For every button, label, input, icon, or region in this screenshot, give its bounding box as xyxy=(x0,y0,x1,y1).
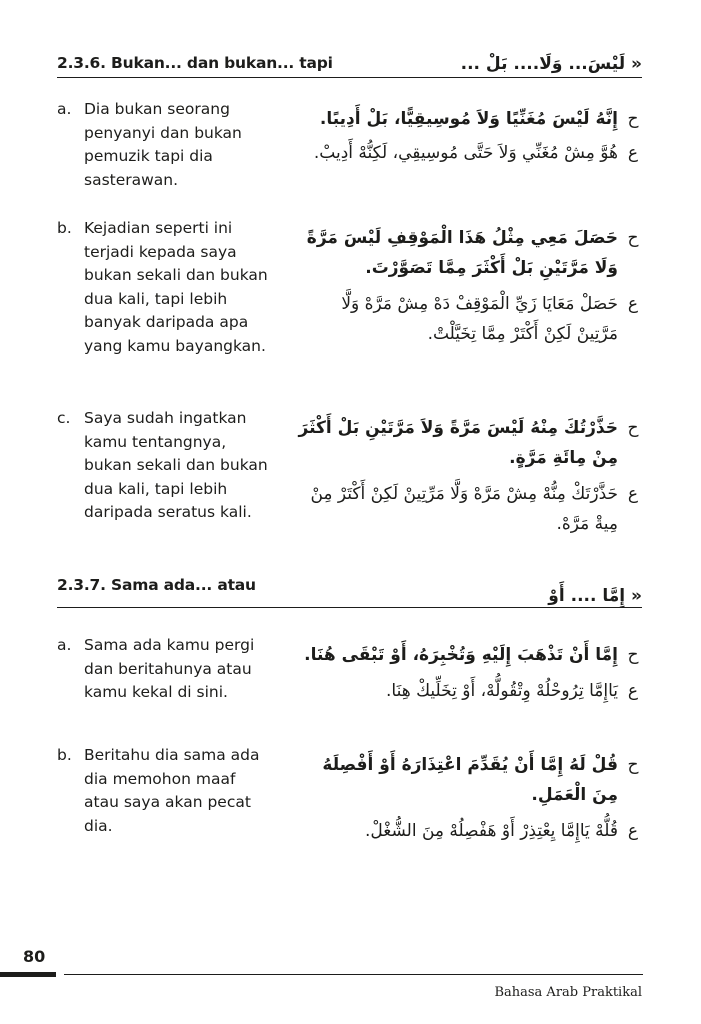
fusha-line xyxy=(295,223,642,283)
amiya-sentence: هُوَّ مِشْ مُغَنِّي وَلاَ حَتَّى مُوسِيقِي، لَكِنُّهْ أَدِيبْ. xyxy=(313,143,618,163)
amiya-sentence: قُلُّهْ يَاإِمَّا يِعْتِذِرْ أَوْ هَفْصِلُهْ مِنَ الشُّغْلْ. xyxy=(365,821,618,841)
fusha-marker: ح xyxy=(627,109,639,129)
amiya-line xyxy=(295,289,642,349)
fusha-sentence: قُلْ لَهُ إِمَّا أَنْ يُقَدِّمَ اعْتِذَارَهُ أَوْ أَفْصِلَهُ مِنَ الْعَمَلِ. xyxy=(322,755,618,805)
amiya-sentence: يَاإِمَّا تِرُوحْلُهْ وِتْقُولُّهْ، أَوْ تِخَلِّيكْ هِنَا. xyxy=(385,681,618,701)
amiya-marker: ع xyxy=(627,681,639,701)
page-number: 80 xyxy=(23,947,46,966)
arabic-translations xyxy=(295,750,642,846)
amiya-line xyxy=(295,479,642,539)
arabic-translations xyxy=(295,640,642,706)
arabic-translations xyxy=(295,223,642,349)
fusha-marker: ح xyxy=(627,755,639,775)
section-arabic-pattern: « لَيْسَ... وَلَا.... بَلْ ... xyxy=(460,54,642,74)
amiya-line xyxy=(295,676,642,706)
fusha-line xyxy=(295,750,642,810)
fusha-line xyxy=(295,413,642,473)
malay-sentence: Saya sudah ingatkan kamu tentangnya, bukan sekali dan bukan dua kali, tapi lebih daripada seratus kali. xyxy=(84,409,268,521)
page-number-bar xyxy=(0,972,56,977)
amiya-sentence: حَذَّرْتَكْ مِنُّهْ مِشْ مَرَّهْ وَلَّا مَرِّتِينْ لَكِنْ أَكْتَرْ مِنْ مِيةْ مَرَّهْ. xyxy=(310,484,618,534)
section-heading-2-3-7 xyxy=(57,578,642,608)
amiya-marker: ع xyxy=(627,484,639,504)
malay-sentence: Dia bukan seorang penyanyi dan bukan pemuzik tapi dia sasterawan. xyxy=(84,100,242,189)
fusha-line xyxy=(295,104,642,134)
malay-sentence: Sama ada kamu pergi dan beritahunya atau kamu kekal di sini. xyxy=(84,636,255,701)
example-letter: b. xyxy=(57,746,72,764)
malay-sentence: Kejadian seperti ini terjadi kepada saya bukan sekali dan bukan dua kali, tapi lebih banyak daripada apa yang kamu bayangkan. xyxy=(84,219,268,355)
amiya-line xyxy=(295,816,642,846)
fusha-marker: ح xyxy=(627,418,639,438)
section-divider xyxy=(57,77,642,79)
amiya-sentence: حَصَلْ مَعَايَا زَيِّ الْمَوْقِفْ دَهْ مِشْ مَرَّهْ وَلَّا مَرَّتِينْ لَكِنْ أَكْتَرْ مِمَّا تِخَيَّلْتْ. xyxy=(341,294,618,344)
amiya-marker: ع xyxy=(627,143,639,163)
fusha-sentence: حَصَلَ مَعِي مِثْلُ هَذَا الْمَوْقِفِ لَيْسَ مَرَّةً وَلَا مَرَّتَيْنِ بَلْ أَكْثَرَ مِمَّا تَصَوَّرْتَ. xyxy=(306,228,618,278)
section-divider xyxy=(57,607,642,609)
section-title: 2.3.6. Bukan... dan bukan... tapi xyxy=(57,54,333,72)
running-footer-title: Bahasa Arab Praktikal xyxy=(494,985,642,1000)
example-letter: b. xyxy=(57,219,72,237)
fusha-sentence: إِمَّا أَنْ تَذْهَبَ إِلَيْهِ وَتُخْبِرَهُ، أَوْ تَبْقَى هُنَا. xyxy=(304,645,618,665)
fusha-sentence: إِنَّهُ لَيْسَ مُغَنِّيًا وَلاَ مُوسِيقِيًّا، بَلْ أَدِيبًا. xyxy=(319,109,618,129)
example-letter: c. xyxy=(57,409,71,427)
fusha-sentence: حَذَّرْتُكَ مِنْهُ لَيْسَ مَرَّةً وَلاَ مَرَّتَيْنِ بَلْ أَكْثَرَ مِنْ مِائَةِ مَرَّةٍ. xyxy=(298,418,618,468)
example-letter: a. xyxy=(57,100,72,118)
amiya-line xyxy=(295,138,642,168)
arabic-translations xyxy=(295,104,642,168)
malay-sentence: Beritahu dia sama ada dia memohon maaf atau saya akan pecat dia. xyxy=(84,746,260,835)
fusha-line xyxy=(295,640,642,670)
example-letter: a. xyxy=(57,636,72,654)
section-arabic-pattern: « إِمَّا .... أَوْ xyxy=(548,586,642,606)
arabic-translations xyxy=(295,413,642,539)
section-heading-2-3-6 xyxy=(57,48,642,78)
footer-divider xyxy=(64,974,643,975)
amiya-marker: ع xyxy=(627,294,639,314)
fusha-marker: ح xyxy=(627,228,639,248)
amiya-marker: ع xyxy=(627,821,639,841)
section-title: 2.3.7. Sama ada... atau xyxy=(57,576,256,594)
fusha-marker: ح xyxy=(627,645,639,665)
